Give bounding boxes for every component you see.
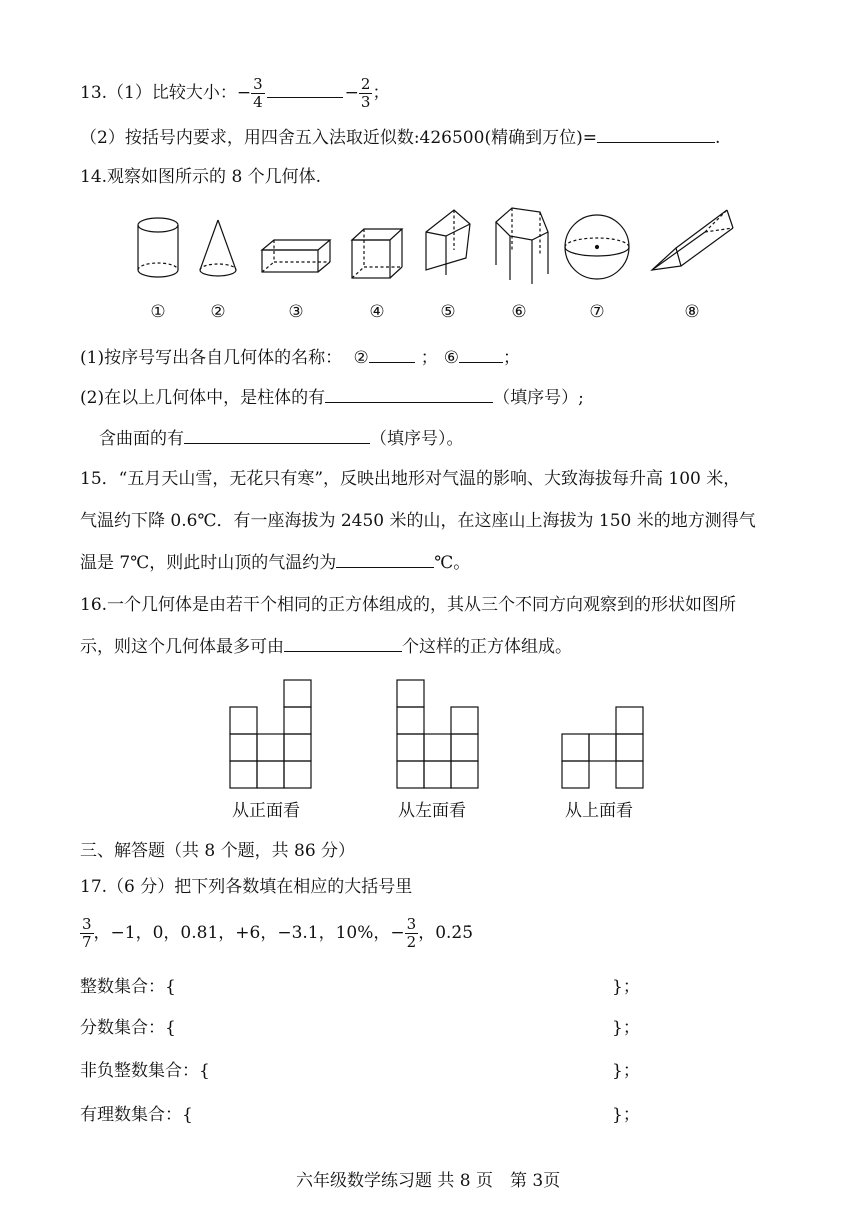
- q13-end2: .: [714, 128, 721, 148]
- q17-fraction-3-7: [80, 916, 94, 951]
- solid-number-2: ②: [210, 302, 226, 322]
- rational-set-answer-area[interactable]: [215, 1104, 600, 1126]
- front-view-grid: [230, 680, 311, 788]
- q16-answer-blank[interactable]: [284, 635, 402, 652]
- solid-number-6: ⑥: [511, 302, 527, 322]
- q16-line2-text: 示，则这个几何体最多可由: [80, 637, 284, 657]
- flat-cuboid-shape: [262, 240, 330, 272]
- q13-frac1-sign: −: [236, 83, 252, 103]
- left-view-grid: [397, 680, 478, 788]
- solid-number-3: ③: [288, 302, 304, 322]
- nonnegative-integer-set-answer-area[interactable]: [230, 1060, 600, 1082]
- q17-title: 17.（6 分）把下列各数填在相应的大括号里: [80, 877, 413, 897]
- q14-part3-end: （填序号）。: [370, 429, 464, 449]
- q14-part1-label-6: ⑥: [443, 348, 459, 368]
- q17-fraction-3-2: [405, 916, 419, 951]
- q17-numbers: [80, 916, 473, 951]
- q14-part2: [80, 386, 584, 409]
- rational-set-close: }；: [612, 1105, 640, 1125]
- q16-line2: [80, 635, 572, 658]
- q17-f2-num: 3: [406, 915, 417, 933]
- left-view-caption: 从左面看: [398, 801, 466, 821]
- page-footer: 六年级数学练习题 共 8 页 第 3页: [296, 1171, 561, 1191]
- q14-part1-label-2: ②: [353, 348, 369, 368]
- q17-f2-sign: −: [390, 923, 405, 943]
- solid-number-5: ⑤: [440, 302, 456, 322]
- q17-numbers-end: ，0.2̇5̇: [418, 923, 474, 943]
- q14-part1-text: (1)按序号写出各自几何体的名称：: [80, 348, 343, 368]
- q13-label: 13.（1）比较大小：: [80, 83, 237, 103]
- q13-frac2-sign: −: [344, 83, 359, 103]
- q14-curved-blank[interactable]: [184, 427, 370, 444]
- q14-title: 14.观察如图所示的 8 个几何体.: [80, 167, 322, 187]
- q13-fraction-1: [251, 76, 265, 111]
- q14-prism-blank[interactable]: [325, 386, 493, 403]
- q13-end1: ；: [372, 83, 390, 103]
- q13-frac1-den: 4: [253, 93, 263, 111]
- q14-name-blank-2[interactable]: [369, 346, 415, 363]
- nonnegative-integer-set-label: 非负整数集合：{: [80, 1061, 210, 1081]
- q14-name-blank-6[interactable]: [459, 346, 503, 363]
- q15-line1: 15．“五月天山雪，无花只有寒”，反映出地形对气温的影响、大致海拔每升高 100 米，: [80, 469, 741, 489]
- q13-fraction-2: [359, 76, 373, 111]
- nonnegative-integer-set-close: }；: [612, 1061, 640, 1081]
- cone-shape: [200, 220, 236, 276]
- integer-set-label: 整数集合：{: [80, 977, 176, 997]
- q15-line2: 气温约下降 0.6℃．有一座海拔为 2450 米的山，在这座山上海拔为 150 米的地方测得气: [80, 511, 756, 531]
- q15-line3-text: 温是 7℃，则此时山顶的气温约为: [80, 553, 337, 573]
- solid-number-1: ①: [150, 302, 166, 322]
- front-view-caption: 从正面看: [232, 801, 300, 821]
- q13-answer-blank-2[interactable]: [597, 126, 715, 143]
- integer-set-close: }；: [612, 977, 640, 997]
- q15-line3: [80, 551, 470, 574]
- triangular-prism-shape: [652, 210, 733, 270]
- top-view-caption: 从上面看: [565, 801, 633, 821]
- q13-answer-blank-1[interactable]: [267, 81, 343, 98]
- q14-part1: [80, 346, 520, 369]
- q13-frac2-num: 2: [360, 75, 371, 93]
- q14-part3: [99, 427, 464, 450]
- pentagonal-prism-shape: [426, 210, 470, 275]
- q13-line1: [80, 76, 389, 111]
- q15-answer-blank[interactable]: [336, 551, 434, 568]
- section-3-heading: 三、解答题（共 8 个题，共 86 分）: [80, 841, 356, 861]
- solid-number-7: ⑦: [589, 302, 605, 322]
- q14-part3-text: 含曲面的有: [99, 429, 184, 449]
- q17-f1-num: 3: [82, 915, 92, 933]
- q17-f1-den: 7: [82, 933, 92, 951]
- q13-part2: （2）按括号内要求，用四舍五入法取近似数:426500(精确到万位)=: [80, 128, 597, 148]
- q17-numbers-middle: ，−1，0，0.81，+6，−3.1，10%，: [93, 923, 391, 943]
- q16-line1: 16.一个几何体是由若干个相同的正方体组成的，其从三个不同方向观察到的形状如图所: [80, 595, 737, 615]
- q13-line2: [80, 126, 720, 149]
- fraction-set-label: 分数集合：{: [80, 1018, 176, 1038]
- solids-figure: [0, 200, 867, 300]
- hexagonal-prism-shape: [496, 208, 548, 284]
- sphere-shape: [565, 215, 629, 279]
- q16-line2-end: 个这样的正方体组成。: [402, 637, 572, 657]
- q14-part2-text: (2)在以上几何体中，是柱体的有: [80, 388, 326, 408]
- fraction-set-close: }；: [612, 1018, 640, 1038]
- cylinder-shape: [138, 218, 178, 277]
- q14-part2-end: （填序号）;: [493, 388, 584, 408]
- three-views-figure: [0, 670, 867, 795]
- q14-part1-end: ；: [503, 348, 520, 368]
- top-view-grid: [562, 707, 643, 788]
- q13-frac1-num: 3: [253, 75, 263, 93]
- q17-f2-den: 2: [406, 933, 417, 951]
- q14-part1-sep: ；: [420, 348, 438, 368]
- integer-set-answer-area[interactable]: [200, 976, 600, 998]
- q13-frac2-den: 3: [360, 93, 371, 111]
- rational-set-label: 有理数集合：{: [80, 1105, 193, 1125]
- q15-line3-end: ℃。: [434, 553, 471, 573]
- solid-number-4: ④: [369, 302, 385, 322]
- fraction-set-answer-area[interactable]: [200, 1017, 600, 1039]
- solid-number-8: ⑧: [684, 302, 700, 322]
- cube-shape: [352, 229, 402, 278]
